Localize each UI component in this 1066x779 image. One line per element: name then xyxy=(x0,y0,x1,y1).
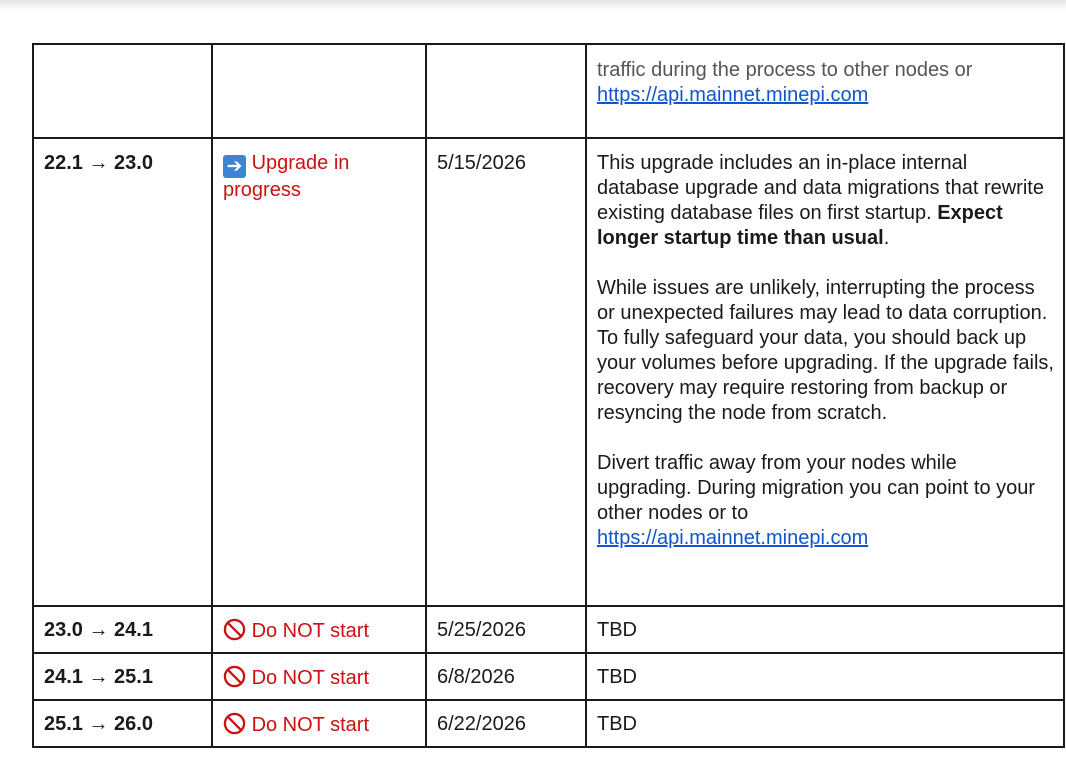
notes-punctuation: . xyxy=(883,227,890,249)
no-entry-icon xyxy=(223,712,246,735)
notes-cell xyxy=(586,44,1064,138)
version-cell xyxy=(33,44,212,138)
date-cell xyxy=(426,44,586,138)
notes-cell: TBD xyxy=(586,700,1064,747)
notes-cell xyxy=(586,138,1064,606)
status-text: Do NOT start xyxy=(251,620,369,642)
date-cell: 5/15/2026 xyxy=(426,138,586,606)
table-row xyxy=(33,653,1064,700)
version-cell: 22.1 → 23.0 xyxy=(33,138,212,606)
version-cell: 24.1 → 25.1 xyxy=(33,653,212,700)
date-cell: 6/8/2026 xyxy=(426,653,586,700)
date-cell: 6/22/2026 xyxy=(426,700,586,747)
status-cell xyxy=(212,138,426,606)
notes-text: Divert traffic away from your nodes while upgrading. During migration you can point to your other nodes or to xyxy=(597,452,1036,524)
status-text: Do NOT start xyxy=(251,714,369,736)
status-cell xyxy=(212,606,426,653)
version-cell: 25.1 → 26.0 xyxy=(33,700,212,747)
no-entry-icon xyxy=(223,618,246,641)
api-mainnet-link[interactable]: https://api.mainnet.minepi.com xyxy=(597,84,869,106)
status-text: Do NOT start xyxy=(251,667,369,689)
notes-text: traffic during the process to other nodes or xyxy=(597,59,973,81)
api-mainnet-link[interactable]: https://api.mainnet.minepi.com xyxy=(597,527,869,549)
notes-bold-text: Expect longer startup time than usual xyxy=(597,202,1003,249)
notes-cell: TBD xyxy=(586,606,1064,653)
notes-cell: TBD xyxy=(586,653,1064,700)
status-text: Upgrade in progress xyxy=(223,152,350,201)
notes-paragraph xyxy=(597,451,1054,551)
right-arrow-icon: ➔ xyxy=(223,155,246,178)
upgrade-schedule-table xyxy=(32,43,1065,748)
status-cell xyxy=(212,653,426,700)
date-cell: 5/25/2026 xyxy=(426,606,586,653)
no-entry-icon xyxy=(223,665,246,688)
status-cell xyxy=(212,44,426,138)
status-cell xyxy=(212,700,426,747)
top-shadow xyxy=(0,0,1066,10)
table-row xyxy=(33,700,1064,747)
notes-paragraph xyxy=(597,151,1054,251)
version-cell: 23.0 → 24.1 xyxy=(33,606,212,653)
table-row xyxy=(33,44,1064,138)
notes-text: This upgrade includes an in-place internal database upgrade and data migrations that rewrite existing database files on first startup. xyxy=(597,152,1044,224)
notes-paragraph: While issues are unlikely, interrupting the process or unexpected failures may lead to data corruption. To fully safeguard your data, you should back up your volumes before upgrading. If the upgrade fails, recovery may require restoring from backup or resyncing the node from scratch. xyxy=(597,277,1054,424)
table-row xyxy=(33,606,1064,653)
table-row xyxy=(33,138,1064,606)
